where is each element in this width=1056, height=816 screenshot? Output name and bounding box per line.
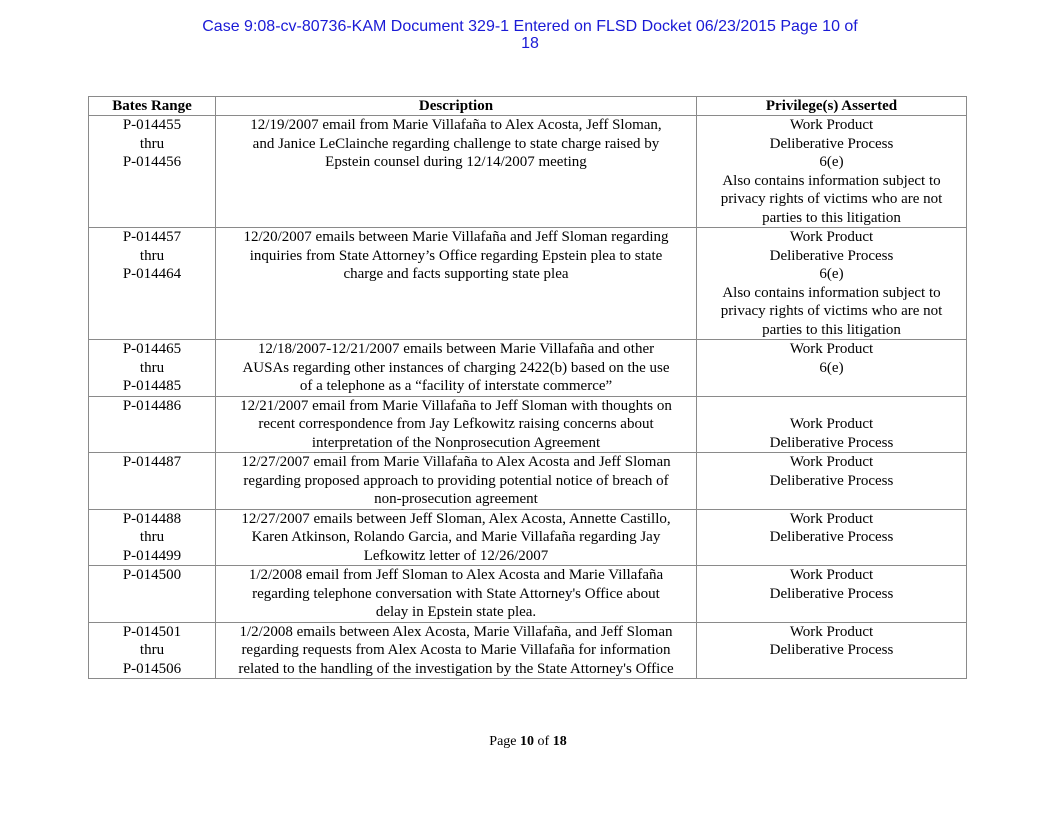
privileges-line: Work Product — [789, 510, 874, 527]
privilege-log-table — [88, 96, 967, 679]
privileges-line: Deliberative Process — [769, 472, 894, 489]
description-cell — [216, 340, 697, 397]
column-header-bates-range: Bates Range — [89, 97, 216, 116]
privileges-line: Work Product — [789, 341, 874, 357]
bates-range-line: P-014485 — [122, 378, 182, 394]
description-cell — [216, 453, 697, 510]
bates-range-line: P-014506 — [122, 660, 182, 677]
privileges-cell — [697, 509, 967, 566]
privileges-cell — [697, 453, 967, 510]
description-line: Karen Atkinson, Rolando Garcia, and Marie Villafaña regarding Jay — [251, 529, 661, 545]
description-line: related to the handling of the investigation by the State Attorney's Office — [238, 660, 674, 677]
table-row — [89, 453, 967, 510]
bates-range-line: P-014455 — [122, 117, 182, 133]
table-row — [89, 509, 967, 566]
description-line: 12/18/2007-12/21/2007 emails between Marie Villafaña and other — [257, 341, 655, 357]
bates-range-cell — [89, 566, 216, 623]
privileges-line: Also contains information subject to — [722, 284, 941, 301]
description-line: 12/21/2007 email from Marie Villafaña to Jeff Sloman with thoughts on — [240, 397, 672, 414]
bates-range-line: thru — [139, 135, 165, 152]
page-footer — [0, 734, 1056, 750]
privileges-line: parties to this litigation — [762, 321, 901, 338]
description-line: and Janice LeClainche regarding challenge to state charge raised by — [252, 135, 660, 152]
bates-range-cell — [89, 622, 216, 679]
privileges-line: parties to this litigation — [762, 209, 901, 226]
privileges-line: privacy rights of victims who are not — [720, 303, 943, 319]
privileges-line: Work Product — [789, 567, 874, 583]
description-cell — [216, 228, 697, 340]
description-line: Lefkowitz letter of 12/26/2007 — [363, 547, 549, 564]
description-line: regarding requests from Alex Acosta to Marie Villafaña for information — [241, 642, 671, 658]
footer-of-label: of — [537, 734, 550, 749]
privileges-line: Work Product — [789, 454, 874, 470]
bates-range-cell — [89, 340, 216, 397]
table-row — [89, 622, 967, 679]
bates-range-line: P-014487 — [122, 454, 182, 470]
description-line: 12/20/2007 emails between Marie Villafaña and Jeff Sloman regarding — [243, 229, 669, 245]
bates-range-line: thru — [139, 642, 165, 658]
bates-range-line: thru — [139, 529, 165, 545]
case-header-line-2: 18 — [521, 35, 539, 52]
table-row — [89, 228, 967, 340]
table-row — [89, 566, 967, 623]
table-row — [89, 396, 967, 453]
privileges-line: Also contains information subject to — [722, 172, 941, 189]
table-row — [89, 340, 967, 397]
footer-page-label: Page — [489, 734, 517, 749]
table-row — [89, 116, 967, 228]
bates-range-line: P-014501 — [122, 623, 182, 640]
description-cell — [216, 566, 697, 623]
description-cell — [216, 116, 697, 228]
footer-current-page: 10 — [520, 734, 535, 749]
bates-range-line: P-014500 — [122, 567, 182, 583]
privileges-cell — [697, 622, 967, 679]
bates-range-cell — [89, 509, 216, 566]
privileges-line: Deliberative Process — [769, 529, 894, 545]
description-line: recent correspondence from Jay Lefkowitz raising concerns about — [258, 416, 654, 432]
description-line: AUSAs regarding other instances of charging 2422(b) based on the use — [242, 359, 670, 376]
privileges-line: privacy rights of victims who are not — [720, 191, 943, 207]
privileges-line: Work Product — [789, 229, 874, 245]
bates-range-cell — [89, 453, 216, 510]
column-header-description: Description — [216, 97, 697, 116]
description-line: inquiries from State Attorney’s Office regarding Epstein plea to state — [249, 247, 663, 264]
privileges-line: Deliberative Process — [769, 642, 894, 658]
description-line: delay in Epstein state plea. — [375, 604, 537, 620]
bates-range-line: P-014486 — [122, 397, 182, 414]
bates-range-line: P-014465 — [122, 341, 182, 357]
bates-range-line: P-014457 — [122, 229, 182, 245]
privileges-line: 6(e) — [819, 154, 844, 170]
description-cell — [216, 509, 697, 566]
table-header-row — [89, 97, 967, 116]
privileges-line: Work Product — [789, 623, 874, 640]
privileges-line: 6(e) — [819, 266, 844, 282]
description-line: regarding proposed approach to providing potential notice of breach of — [243, 472, 669, 489]
description-line: charge and facts supporting state plea — [343, 266, 569, 282]
privileges-line — [700, 397, 963, 416]
case-header-stamp — [180, 18, 880, 52]
description-line: 1/2/2008 email from Jeff Sloman to Alex Acosta and Marie Villafaña — [248, 567, 664, 583]
privileges-line: Deliberative Process — [769, 247, 894, 264]
privileges-line: Deliberative Process — [769, 434, 894, 451]
privileges-cell — [697, 566, 967, 623]
column-header-privileges: Privilege(s) Asserted — [697, 97, 967, 116]
description-line: 1/2/2008 emails between Alex Acosta, Marie Villafaña, and Jeff Sloman — [239, 623, 673, 640]
privileges-cell — [697, 396, 967, 453]
privileges-line: Work Product — [789, 117, 874, 133]
description-line: interpretation of the Nonprosecution Agreement — [311, 434, 601, 451]
bates-range-cell — [89, 116, 216, 228]
bates-range-line: P-014456 — [122, 154, 182, 170]
privileges-line: Work Product — [789, 416, 874, 432]
description-line: 12/27/2007 email from Marie Villafaña to Alex Acosta and Jeff Sloman — [241, 454, 671, 470]
description-cell — [216, 396, 697, 453]
privileges-cell — [697, 116, 967, 228]
case-header-line-1: Case 9:08-cv-80736-KAM Document 329-1 Entered on FLSD Docket 06/23/2015 Page 10 of — [202, 18, 858, 35]
bates-range-line: P-014488 — [122, 510, 182, 527]
privileges-cell — [697, 228, 967, 340]
description-line: Epstein counsel during 12/14/2007 meeting — [325, 154, 587, 170]
footer-total-pages: 18 — [552, 734, 567, 749]
bates-range-line: thru — [139, 247, 165, 264]
privileges-line: 6(e) — [819, 359, 844, 376]
bates-range-line: P-014464 — [122, 266, 182, 282]
privileges-line: Deliberative Process — [769, 585, 894, 602]
bates-range-line: P-014499 — [122, 547, 182, 564]
bates-range-cell — [89, 396, 216, 453]
bates-range-cell — [89, 228, 216, 340]
privileges-cell — [697, 340, 967, 397]
privilege-log-body — [89, 116, 967, 679]
description-cell — [216, 622, 697, 679]
bates-range-line: thru — [139, 359, 165, 376]
privileges-line: Deliberative Process — [769, 135, 894, 152]
description-line: of a telephone as a “facility of interstate commerce” — [299, 378, 613, 394]
description-line: 12/19/2007 email from Marie Villafaña to Alex Acosta, Jeff Sloman, — [250, 117, 662, 133]
description-line: 12/27/2007 emails between Jeff Sloman, Alex Acosta, Annette Castillo, — [241, 510, 671, 527]
description-line: regarding telephone conversation with State Attorney's Office about — [252, 585, 660, 602]
description-line: non-prosecution agreement — [374, 491, 538, 507]
